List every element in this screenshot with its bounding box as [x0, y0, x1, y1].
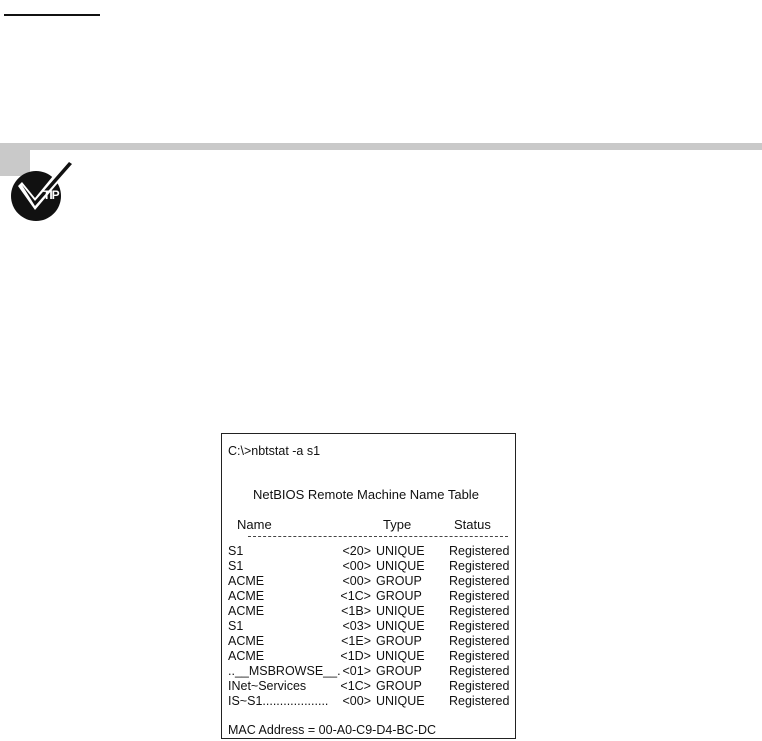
- table-row: [222, 619, 515, 634]
- table-row: [222, 604, 515, 619]
- mac-address-line: MAC Address = 00-A0-C9-D4-BC-DC: [228, 723, 437, 737]
- row-code: <00>: [342, 574, 371, 588]
- row-type: UNIQUE: [376, 604, 425, 618]
- row-code: <1B>: [341, 604, 371, 618]
- row-type: UNIQUE: [376, 649, 425, 663]
- row-name: S1: [228, 559, 244, 573]
- row-status: Registered: [449, 649, 510, 663]
- row-type: GROUP: [376, 634, 422, 648]
- row-status: Registered: [449, 604, 510, 618]
- row-code: <1C>: [340, 589, 371, 603]
- row-status: Registered: [449, 619, 510, 633]
- table-row: [222, 664, 515, 679]
- row-type: UNIQUE: [376, 559, 425, 573]
- row-type: GROUP: [376, 574, 422, 588]
- row-status: Registered: [449, 634, 510, 648]
- row-status: Registered: [449, 559, 510, 573]
- row-name: ..__MSBROWSE__.: [228, 664, 341, 678]
- row-type: GROUP: [376, 664, 422, 678]
- row-name: ACME: [228, 634, 265, 648]
- row-code: <20>: [342, 544, 371, 558]
- row-code: <1E>: [341, 634, 371, 648]
- row-code: <03>: [342, 619, 371, 633]
- table-row: [222, 544, 515, 559]
- table-row: [222, 574, 515, 589]
- name-table-rows: [222, 544, 515, 709]
- row-name: INet~Services: [228, 679, 307, 693]
- row-name: IS~S1...................: [228, 694, 329, 708]
- row-name: ACME: [228, 649, 265, 663]
- tip-badge-label: TIP: [43, 188, 59, 202]
- row-name: S1: [228, 619, 244, 633]
- row-type: GROUP: [376, 589, 422, 603]
- column-header-status: Status: [454, 517, 491, 532]
- table-row: [222, 559, 515, 574]
- row-status: Registered: [449, 664, 510, 678]
- table-row: [222, 589, 515, 604]
- table-row: [222, 694, 515, 709]
- row-status: Registered: [449, 574, 510, 588]
- command-line: C:\>nbtstat -a s1: [228, 444, 321, 458]
- row-code: <00>: [342, 694, 371, 708]
- row-status: Registered: [449, 694, 510, 708]
- row-type: UNIQUE: [376, 619, 425, 633]
- row-code: <1D>: [340, 649, 371, 663]
- top-rule: [4, 14, 100, 16]
- name-table-heading: NetBIOS Remote Machine Name Table: [253, 487, 479, 502]
- table-row: [222, 649, 515, 664]
- column-header-name: Name: [237, 517, 272, 532]
- row-name: S1: [228, 544, 244, 558]
- row-type: UNIQUE: [376, 694, 425, 708]
- row-code: <1C>: [340, 679, 371, 693]
- table-row: [222, 634, 515, 649]
- row-name: ACME: [228, 574, 265, 588]
- row-type: UNIQUE: [376, 544, 425, 558]
- column-header-type: Type: [383, 517, 412, 532]
- row-code: <01>: [342, 664, 371, 678]
- tip-band: [0, 143, 762, 150]
- row-status: Registered: [449, 679, 510, 693]
- row-name: ACME: [228, 589, 265, 603]
- nbtstat-output-screenshot: [221, 433, 516, 739]
- row-status: Registered: [449, 544, 510, 558]
- table-row: [222, 679, 515, 694]
- row-type: GROUP: [376, 679, 422, 693]
- row-name: ACME: [228, 604, 265, 618]
- dashed-separator: [248, 536, 508, 537]
- row-code: <00>: [342, 559, 371, 573]
- row-status: Registered: [449, 589, 510, 603]
